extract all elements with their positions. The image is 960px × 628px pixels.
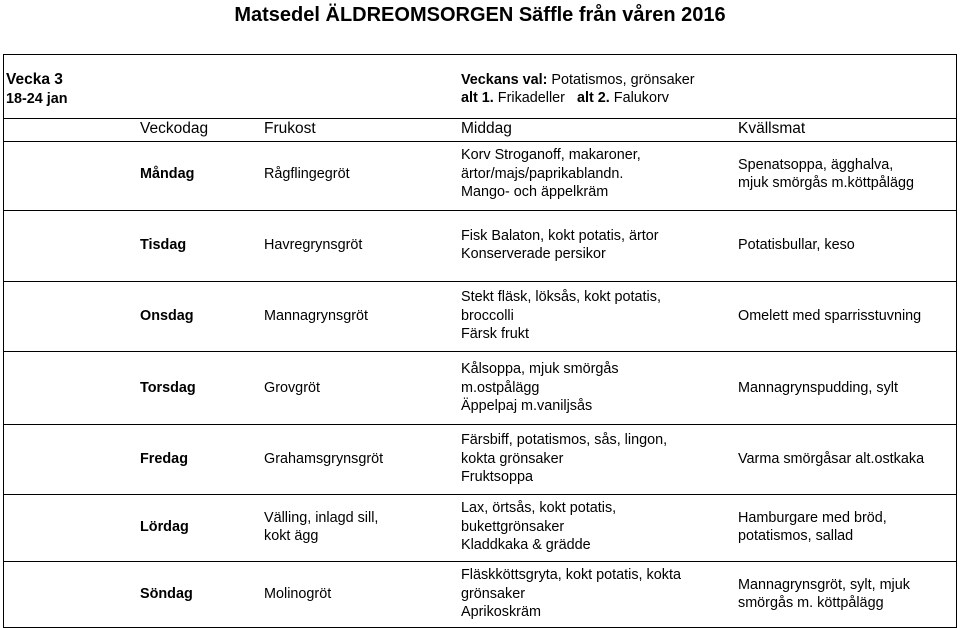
week-choice <box>461 71 695 89</box>
row-lunch-line: broccolli <box>461 307 514 324</box>
row-day: Måndag <box>140 165 195 182</box>
header-day: Veckodag <box>140 120 209 137</box>
row-supper: Potatisbullar, keso <box>738 236 855 253</box>
row-supper-line: Hamburgare med bröd, <box>738 509 887 526</box>
row-breakfast: Mannagrynsgröt <box>264 307 368 324</box>
row-supper: Omelett med sparrisstuvning <box>738 307 922 324</box>
row-supper-line: Mannagrynsgröt, sylt, mjuk <box>738 576 910 593</box>
row-day: Fredag <box>140 450 188 467</box>
row-breakfast: Havregrynsgröt <box>264 236 363 253</box>
row-breakfast: Grovgröt <box>264 379 320 396</box>
row-lunch-line: kokta grönsaker <box>461 450 564 467</box>
week-label: Vecka 3 <box>6 71 63 88</box>
row-supper-line: smörgås m. köttpålägg <box>738 595 884 611</box>
header-supper: Kvällsmat <box>738 120 806 137</box>
row-lunch-line: Mango- och äppelkräm <box>461 184 609 201</box>
row-breakfast: Grahamsgrynsgröt <box>264 450 384 467</box>
row-day: Tisdag <box>140 236 187 253</box>
header-lunch: Middag <box>461 120 512 137</box>
row-lunch-line: Fisk Balaton, kokt potatis, ärtor <box>461 227 659 244</box>
row-breakfast: Rågflingegröt <box>264 165 350 182</box>
row-lunch-line: Stekt fläsk, löksås, kokt potatis, <box>461 289 661 306</box>
row-lunch-line: Aprikoskräm <box>461 604 541 621</box>
row-supper: Mannagrynspudding, sylt <box>738 379 898 396</box>
alt2-value: Falukorv <box>613 90 669 106</box>
row-lunch-line: Lax, örtsås, kokt potatis, <box>461 500 617 517</box>
row-breakfast-line: Välling, inlagd sill, <box>264 509 379 526</box>
row-day: Onsdag <box>140 307 194 324</box>
row-lunch-line: bukettgrönsaker <box>461 518 565 535</box>
row-lunch-line: grönsaker <box>461 585 525 602</box>
row-divider <box>3 281 957 282</box>
row-divider <box>3 351 957 352</box>
row-breakfast: Molinogröt <box>264 585 332 602</box>
row-divider <box>3 424 957 425</box>
row-lunch-line: Kladdkaka & grädde <box>461 537 591 554</box>
row-lunch-line: Äppelpaj m.vaniljsås <box>461 398 593 415</box>
row-lunch-line: Fruktsoppa <box>461 469 533 486</box>
header-rule-top <box>3 118 957 119</box>
alt2-label: alt 2. <box>576 90 610 106</box>
week-choice-label: Veckans val: <box>461 72 548 88</box>
alt1-value: Frikadeller <box>497 90 565 106</box>
row-divider <box>3 210 957 211</box>
week-alternatives <box>461 89 669 107</box>
week-choice-value: Potatismos, grönsaker <box>551 72 695 88</box>
row-lunch-line: Konserverade persikor <box>461 246 606 262</box>
row-supper-line: potatismos, sallad <box>738 528 854 544</box>
row-supper: Varma smörgåsar alt.ostkaka <box>738 450 925 467</box>
row-day: Lördag <box>140 518 189 535</box>
header-breakfast: Frukost <box>264 120 316 137</box>
row-supper-line: mjuk smörgås m.köttpålägg <box>738 175 914 191</box>
alt1-label: alt 1. <box>461 90 494 106</box>
week-dates: 18-24 jan <box>6 91 68 107</box>
row-lunch-line: Korv Stroganoff, makaroner, <box>461 147 641 164</box>
row-breakfast-line: kokt ägg <box>264 528 319 544</box>
row-lunch-line: m.ostpålägg <box>461 379 540 396</box>
row-day: Torsdag <box>140 379 196 396</box>
row-lunch-line: Fläskköttsgryta, kokt potatis, kokta <box>461 567 681 584</box>
row-supper-line: Spenatsoppa, ägghalva, <box>738 156 894 173</box>
row-divider <box>3 494 957 495</box>
row-lunch-line: ärtor/majs/paprikablandn. <box>461 165 624 182</box>
row-lunch-line: Kålsoppa, mjuk smörgås <box>461 361 619 378</box>
row-divider <box>3 561 957 562</box>
row-lunch-line: Färsk frukt <box>461 326 529 343</box>
row-day: Söndag <box>140 585 193 602</box>
row-lunch-line: Färsbiff, potatismos, sås, lingon, <box>461 432 668 449</box>
page-title: Matsedel ÄLDREOMSORGEN Säffle från våren 2016 <box>234 4 726 26</box>
header-rule-bottom <box>3 141 957 142</box>
